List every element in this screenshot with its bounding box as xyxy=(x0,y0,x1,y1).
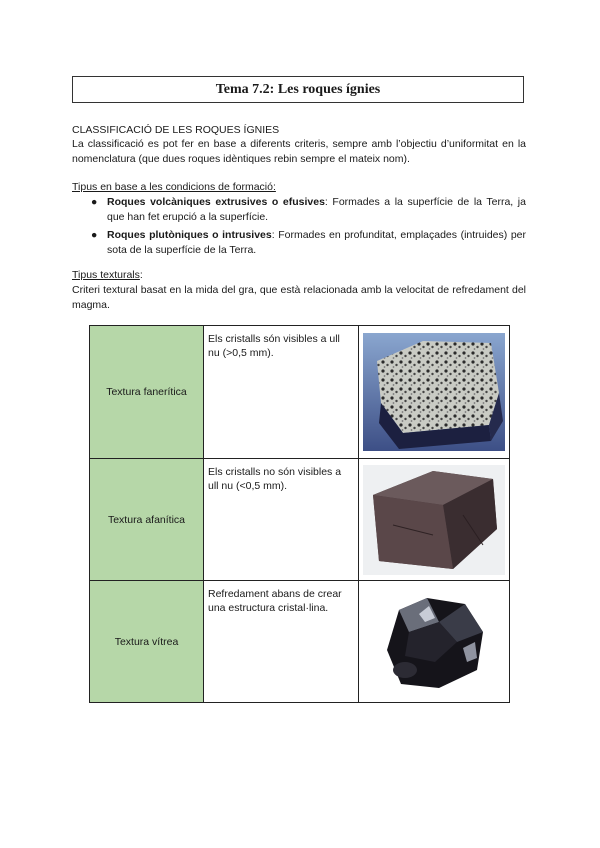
table-row xyxy=(90,459,510,581)
basalt-rock-photo xyxy=(359,459,510,581)
table-row xyxy=(90,581,510,703)
obsidian-rock-photo xyxy=(359,581,510,703)
texture-description: Els cristalls no són visibles a ull nu (<0,5 mm). xyxy=(204,459,359,581)
texture-name: Textura fanerítica xyxy=(90,326,204,459)
bullet-icon: ● xyxy=(91,229,98,241)
bullet-icon: ● xyxy=(91,196,98,208)
intro-paragraph: La classificació es pot fer en base a diferents criteris, sempre amb l’objectiu d’uniformitat en la nomenclatura (que dues roques idèntiques rebin sempre el mateix nom). xyxy=(72,138,526,165)
texture-name: Textura vítrea xyxy=(90,581,204,703)
formation-definition: : Formades en profunditat, emplaçades (intruides) per sota de la superfície de la Terra. xyxy=(107,229,526,256)
formation-term: Roques volcàniques extrusives o efusives xyxy=(107,196,325,208)
page-title: Tema 7.2: Les roques ígnies xyxy=(72,76,524,103)
table-row xyxy=(90,326,510,459)
texture-name: Textura afanítica xyxy=(90,459,204,581)
formation-definition: : Formades a la superfície de la Terra, ja que han fet erupció a la superfície. xyxy=(107,196,526,223)
texture-description: Els cristalls són visibles a ull nu (>0,5 mm). xyxy=(204,326,359,459)
textural-heading: Tipus texturals: xyxy=(72,269,143,281)
granite-rock-photo xyxy=(359,326,510,459)
formation-item-plutonic xyxy=(72,228,526,258)
texture-description: Refredament abans de crear una estructura cristal·lina. xyxy=(204,581,359,703)
texture-table xyxy=(89,325,510,703)
formation-list xyxy=(72,195,526,261)
formation-item-volcanic xyxy=(72,195,526,225)
textural-paragraph: Criteri textural basat en la mida del gra, que està relacionada amb la velocitat de refredament del magma. xyxy=(72,284,526,311)
formation-heading: Tipus en base a les condicions de formació: xyxy=(72,181,276,193)
formation-term: Roques plutòniques o intrusives xyxy=(107,229,272,241)
section-heading: CLASSIFICACIÓ DE LES ROQUES ÍGNIES xyxy=(72,124,280,136)
